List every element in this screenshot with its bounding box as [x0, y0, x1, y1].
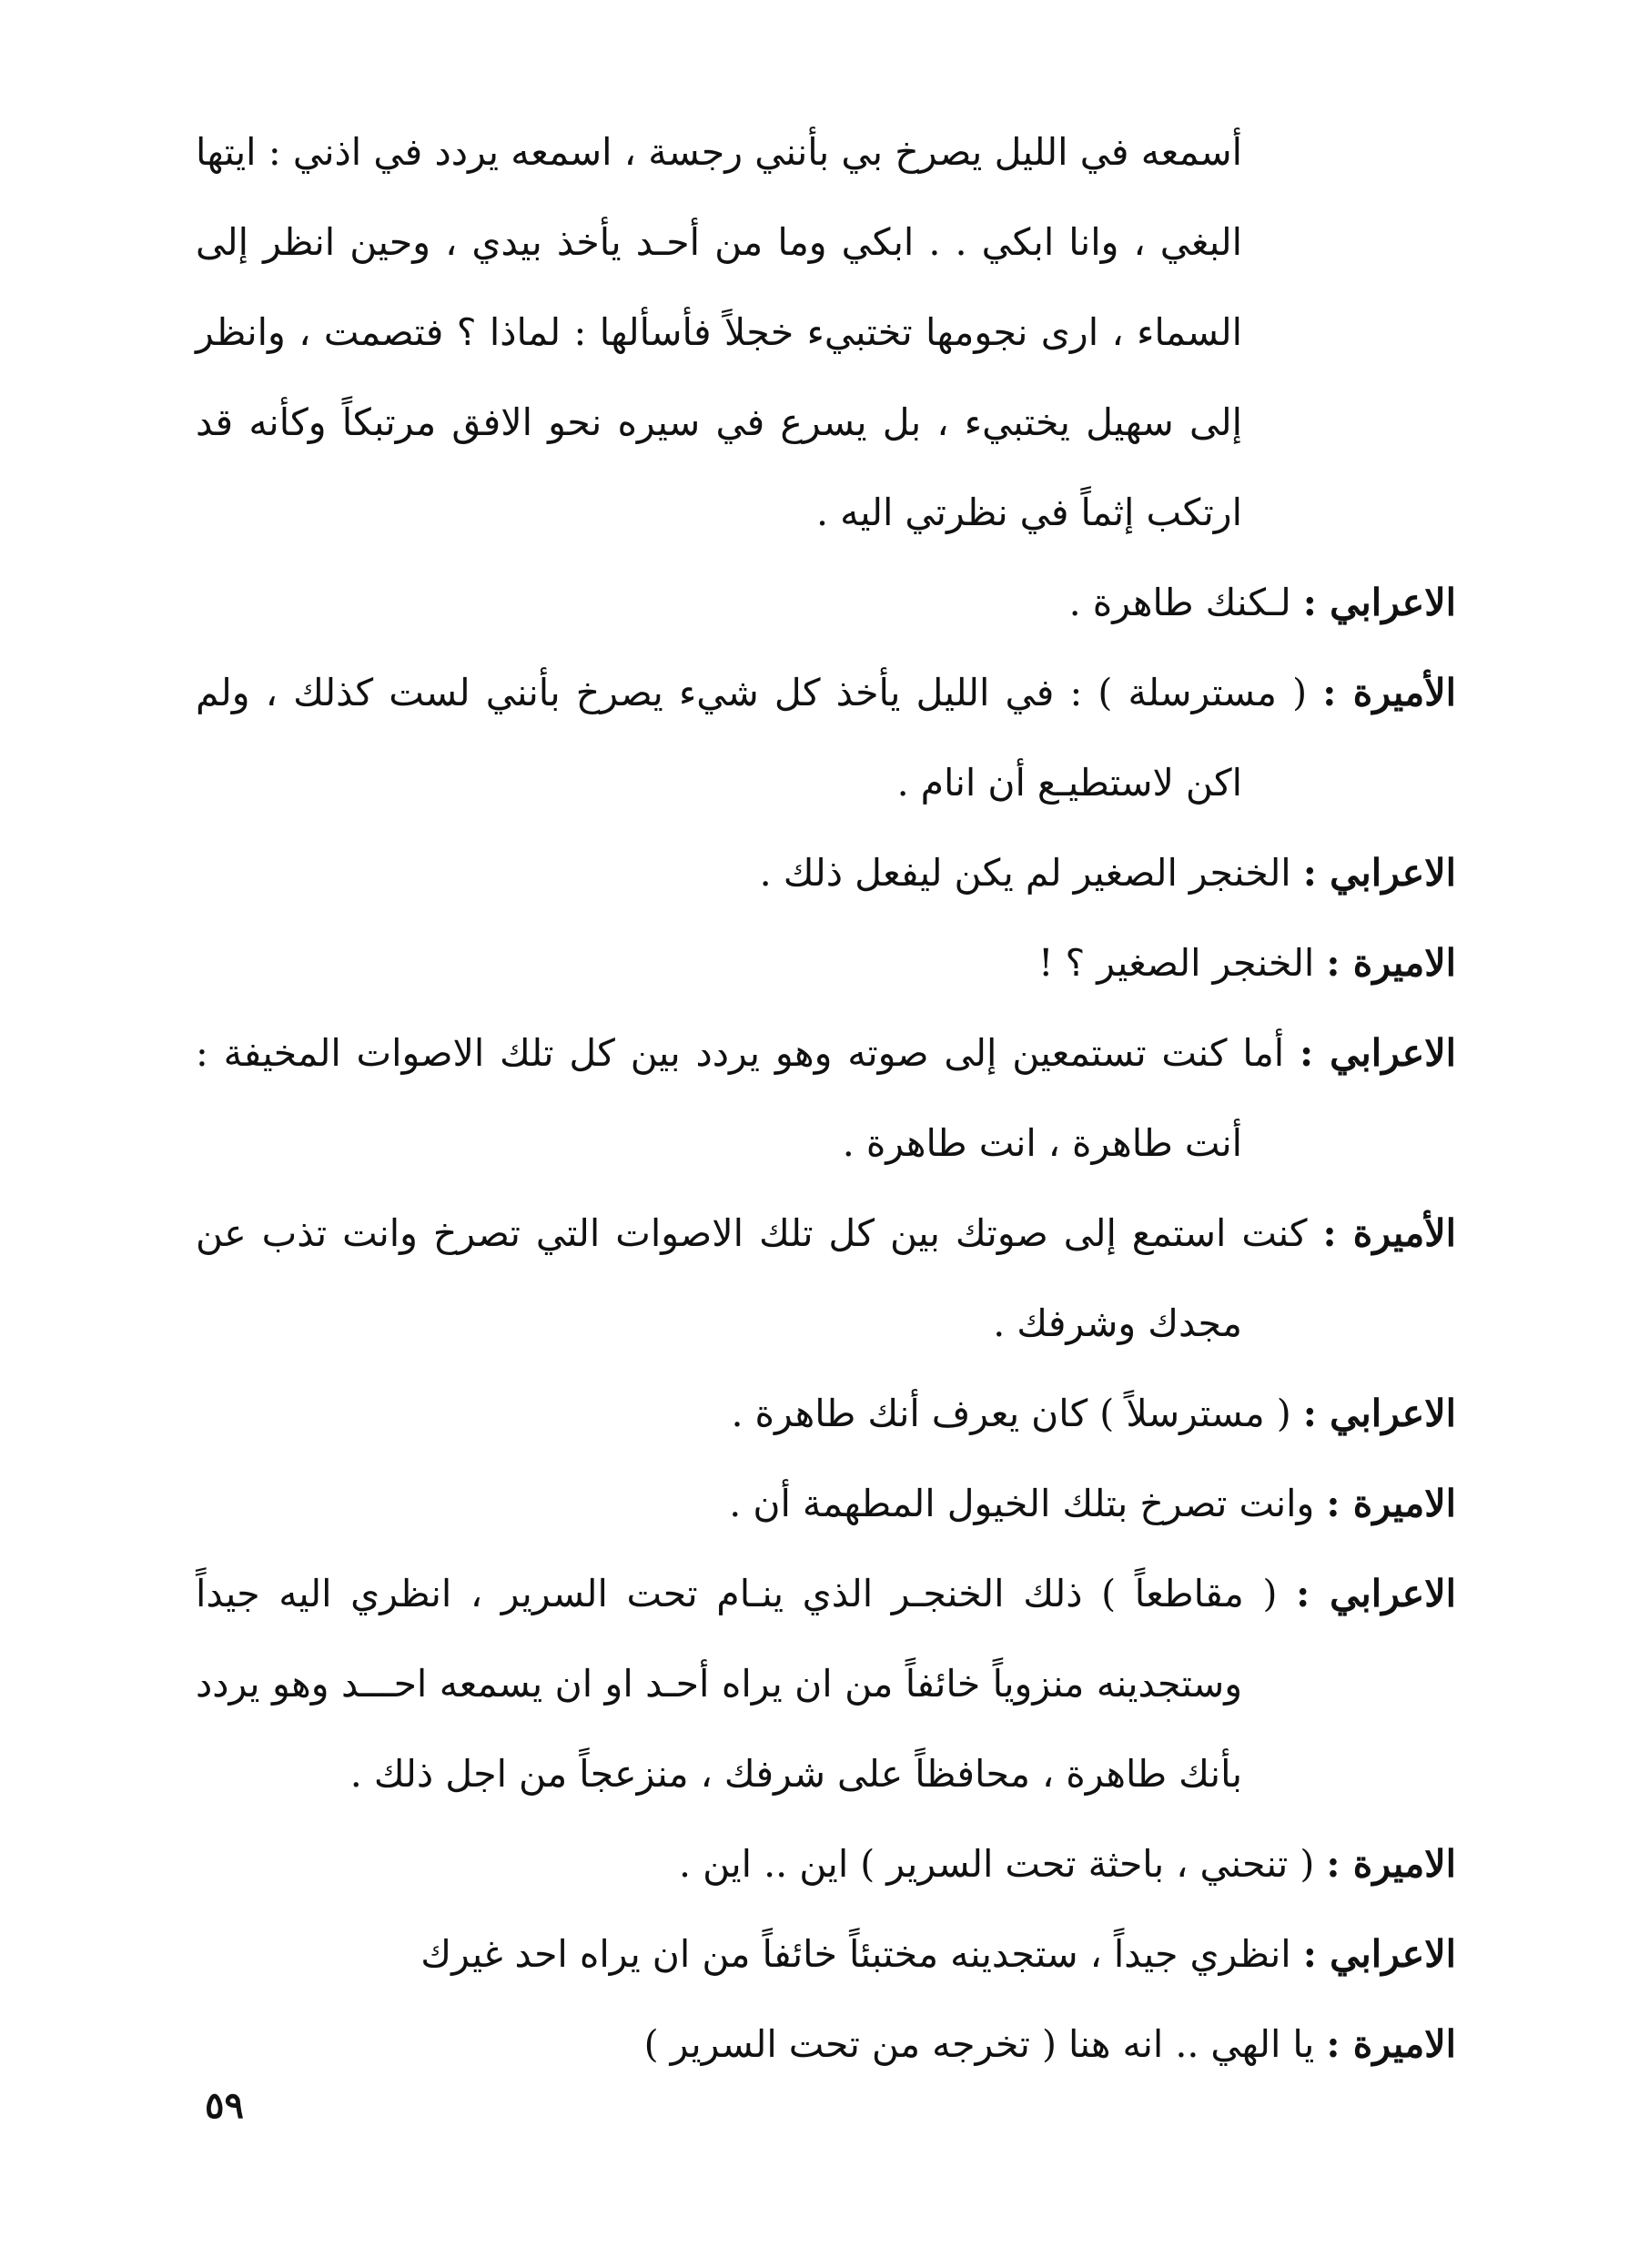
dialogue-line [196, 1459, 1456, 1549]
dialogue-line [196, 2000, 1456, 2090]
speaker-label: الاعرابي : [1302, 1932, 1456, 1976]
dialogue-text: لـكنك طاهرة . [1068, 581, 1291, 624]
speaker-label: الاميرة : [1326, 1482, 1456, 1525]
dialogue-text: انظري جيداً ، ستجدينه مختبئاً خائفاً من ان يراه احد غيرك [420, 1932, 1291, 1976]
speaker-label: الاعرابي : [1302, 581, 1456, 624]
dialogue-line [196, 1819, 1456, 1909]
dialogue-text: ( مسترسلاً ) كان يعرف أنك طاهرة . [731, 1392, 1291, 1435]
speaker-label: الاعرابي : [1296, 1572, 1456, 1615]
speaker-label: الأميرة : [1322, 1211, 1456, 1255]
dialogue-line [196, 1189, 1456, 1369]
dialogue-line [196, 1008, 1456, 1189]
speaker-label: الاميرة : [1326, 1842, 1456, 1886]
dialogue-line [196, 1549, 1456, 1819]
dialogue-line [196, 918, 1456, 1008]
speaker-label: الاميرة : [1326, 2022, 1456, 2066]
speaker-label: الأميرة : [1322, 671, 1456, 714]
dialogue-line [196, 1909, 1456, 2000]
dialogue-line [196, 1369, 1456, 1459]
dialogue-line [196, 828, 1456, 918]
dialogue-line [196, 558, 1456, 648]
dialogue-text: الخنجر الصغير ؟ ! [1037, 941, 1315, 985]
dialogue-text: يا الهي .. انه هنا ( تخرجه من تحت السرير ) [643, 2022, 1315, 2066]
speaker-label: الاميرة : [1326, 941, 1456, 985]
dialogue-text: ( مسترسلة ) : في الليل يأخذ كل شيء يصرخ بأنني لست كذلك ، ولم اكن لاستطيـع أن انام . [196, 671, 1308, 805]
dialogue-text: كنت استمع إلى صوتك بين كل تلك الاصوات التي تصرخ وانت تذب عن مجدك وشرفك . [196, 1211, 1308, 1345]
dialogue-text: أما كنت تستمعين إلى صوته وهو يردد بين كل تلك الاصوات المخيفة : أنت طاهرة ، انت طاهرة . [196, 1031, 1285, 1165]
opening-paragraph: أسمعه في الليل يصرخ بي بأنني رجسة ، اسمعه يردد في اذني : ايتها البغي ، وانا ابكي . . ابكي وما من أحـد يأخذ بيدي ، وحين انظر إلى السماء ، ارى نجومها تختبيء خجلاً فأسألها : لماذا ؟ فتصمت ، وانظر إلى سهيل يختبيء ، بل يسرع في سيره نحو الافق مرتبكاً وكأنه قد ارتكب إثماً في نظرتي اليه . [196, 130, 1242, 534]
page-number: ٥٩ [205, 2084, 244, 2127]
speaker-label: الاعرابي : [1299, 1031, 1456, 1075]
speaker-label: الاعرابي : [1302, 851, 1456, 895]
dialogue-text: ( تنحني ، باحثة تحت السرير ) اين .. اين . [679, 1842, 1315, 1886]
dialogue-line [196, 648, 1456, 828]
dialogue-text: ( مقاطعاً ) ذلك الخنجـر الذي ينـام تحت السرير ، انظري اليه جيداً وستجدينه منزوياً خائفاً من ان يراه أحـد او ان يسمعه احـــد وهو يردد بأنك طاهرة ، محافظاً على شرفك ، منزعجاً من اجل ذلك . [196, 1572, 1278, 1796]
dialogue-text: وانت تصرخ بتلك الخيول المطهمة أن . [729, 1482, 1315, 1525]
page-text [196, 107, 1456, 2090]
speaker-label: الاعرابي : [1302, 1392, 1456, 1435]
dialogue-text: الخنجر الصغير لم يكن ليفعل ذلك . [759, 851, 1291, 895]
